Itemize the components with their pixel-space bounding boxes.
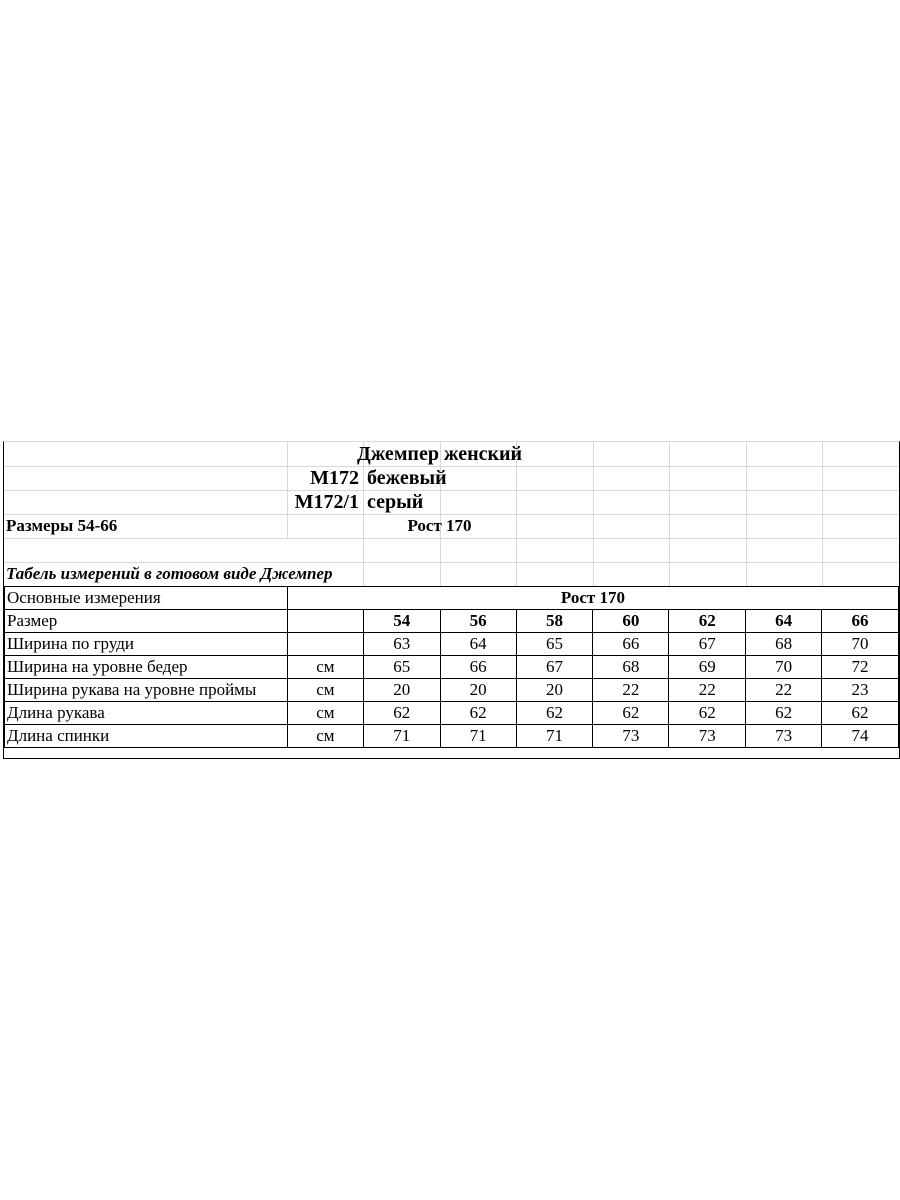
value-cell: 70 (746, 656, 822, 679)
value-cell: 20 (363, 679, 440, 702)
size-row-label: Размер (5, 610, 288, 633)
value-cell: 22 (746, 679, 822, 702)
value-cell: 67 (669, 633, 746, 656)
unit-cell: см (287, 725, 363, 748)
value-cell: 71 (363, 725, 440, 748)
table-row (5, 725, 899, 748)
value-cell: 62 (516, 702, 593, 725)
table-row (5, 679, 899, 702)
size-cell: 62 (669, 610, 746, 633)
value-cell: 70 (822, 633, 899, 656)
value-cell: 69 (669, 656, 746, 679)
header-label: Основные измерения (5, 587, 288, 610)
value-cell: 62 (822, 702, 899, 725)
value-cell: 66 (440, 656, 516, 679)
value-cell: 20 (440, 679, 516, 702)
size-chart-sheet (3, 441, 900, 759)
size-cell: 54 (363, 610, 440, 633)
value-cell: 22 (669, 679, 746, 702)
gridline (4, 538, 899, 539)
unit-cell: см (287, 656, 363, 679)
size-cell: 60 (593, 610, 669, 633)
row-label: Ширина по груди (5, 633, 288, 656)
value-cell: 71 (516, 725, 593, 748)
value-cell: 62 (669, 702, 746, 725)
size-cell: 56 (440, 610, 516, 633)
row-label: Ширина на уровне бедер (5, 656, 288, 679)
value-cell: 65 (363, 656, 440, 679)
value-cell: 22 (593, 679, 669, 702)
model-code: М172/1 (294, 491, 359, 513)
header-height: Рост 170 (287, 587, 898, 610)
value-cell: 73 (669, 725, 746, 748)
model-code: М172 (310, 467, 359, 489)
unit-cell: см (287, 702, 363, 725)
value-cell: 73 (746, 725, 822, 748)
value-cell: 74 (822, 725, 899, 748)
size-row (5, 610, 899, 633)
value-cell: 62 (363, 702, 440, 725)
value-cell: 73 (593, 725, 669, 748)
value-cell: 20 (516, 679, 593, 702)
row-label: Длина спинки (5, 725, 288, 748)
row-label: Ширина рукава на уровне проймы (5, 679, 288, 702)
table-row (5, 656, 899, 679)
size-cell: 64 (746, 610, 822, 633)
size-cell: 66 (822, 610, 899, 633)
height-label: Рост 170 (407, 516, 472, 535)
value-cell: 68 (593, 656, 669, 679)
value-cell: 66 (593, 633, 669, 656)
value-cell: 72 (822, 656, 899, 679)
row-label: Длина рукава (5, 702, 288, 725)
sizes-range-label: Размеры 54-66 (6, 516, 118, 535)
value-cell: 65 (516, 633, 593, 656)
table-row (5, 702, 899, 725)
size-cell: 58 (516, 610, 593, 633)
table-header-row (5, 587, 899, 610)
measurements-table (4, 586, 899, 748)
unit-cell (287, 610, 363, 633)
value-cell: 23 (822, 679, 899, 702)
value-cell: 63 (363, 633, 440, 656)
product-title: Джемпер женский (356, 443, 523, 465)
unit-cell (287, 633, 363, 656)
value-cell: 62 (593, 702, 669, 725)
model-color: серый (367, 491, 424, 513)
table-caption: Табель измерений в готовом виде Джемпер (6, 564, 333, 583)
value-cell: 67 (516, 656, 593, 679)
value-cell: 62 (746, 702, 822, 725)
value-cell: 64 (440, 633, 516, 656)
value-cell: 62 (440, 702, 516, 725)
unit-cell: см (287, 679, 363, 702)
value-cell: 68 (746, 633, 822, 656)
table-row (5, 633, 899, 656)
value-cell: 71 (440, 725, 516, 748)
model-color: бежевый (367, 467, 447, 489)
